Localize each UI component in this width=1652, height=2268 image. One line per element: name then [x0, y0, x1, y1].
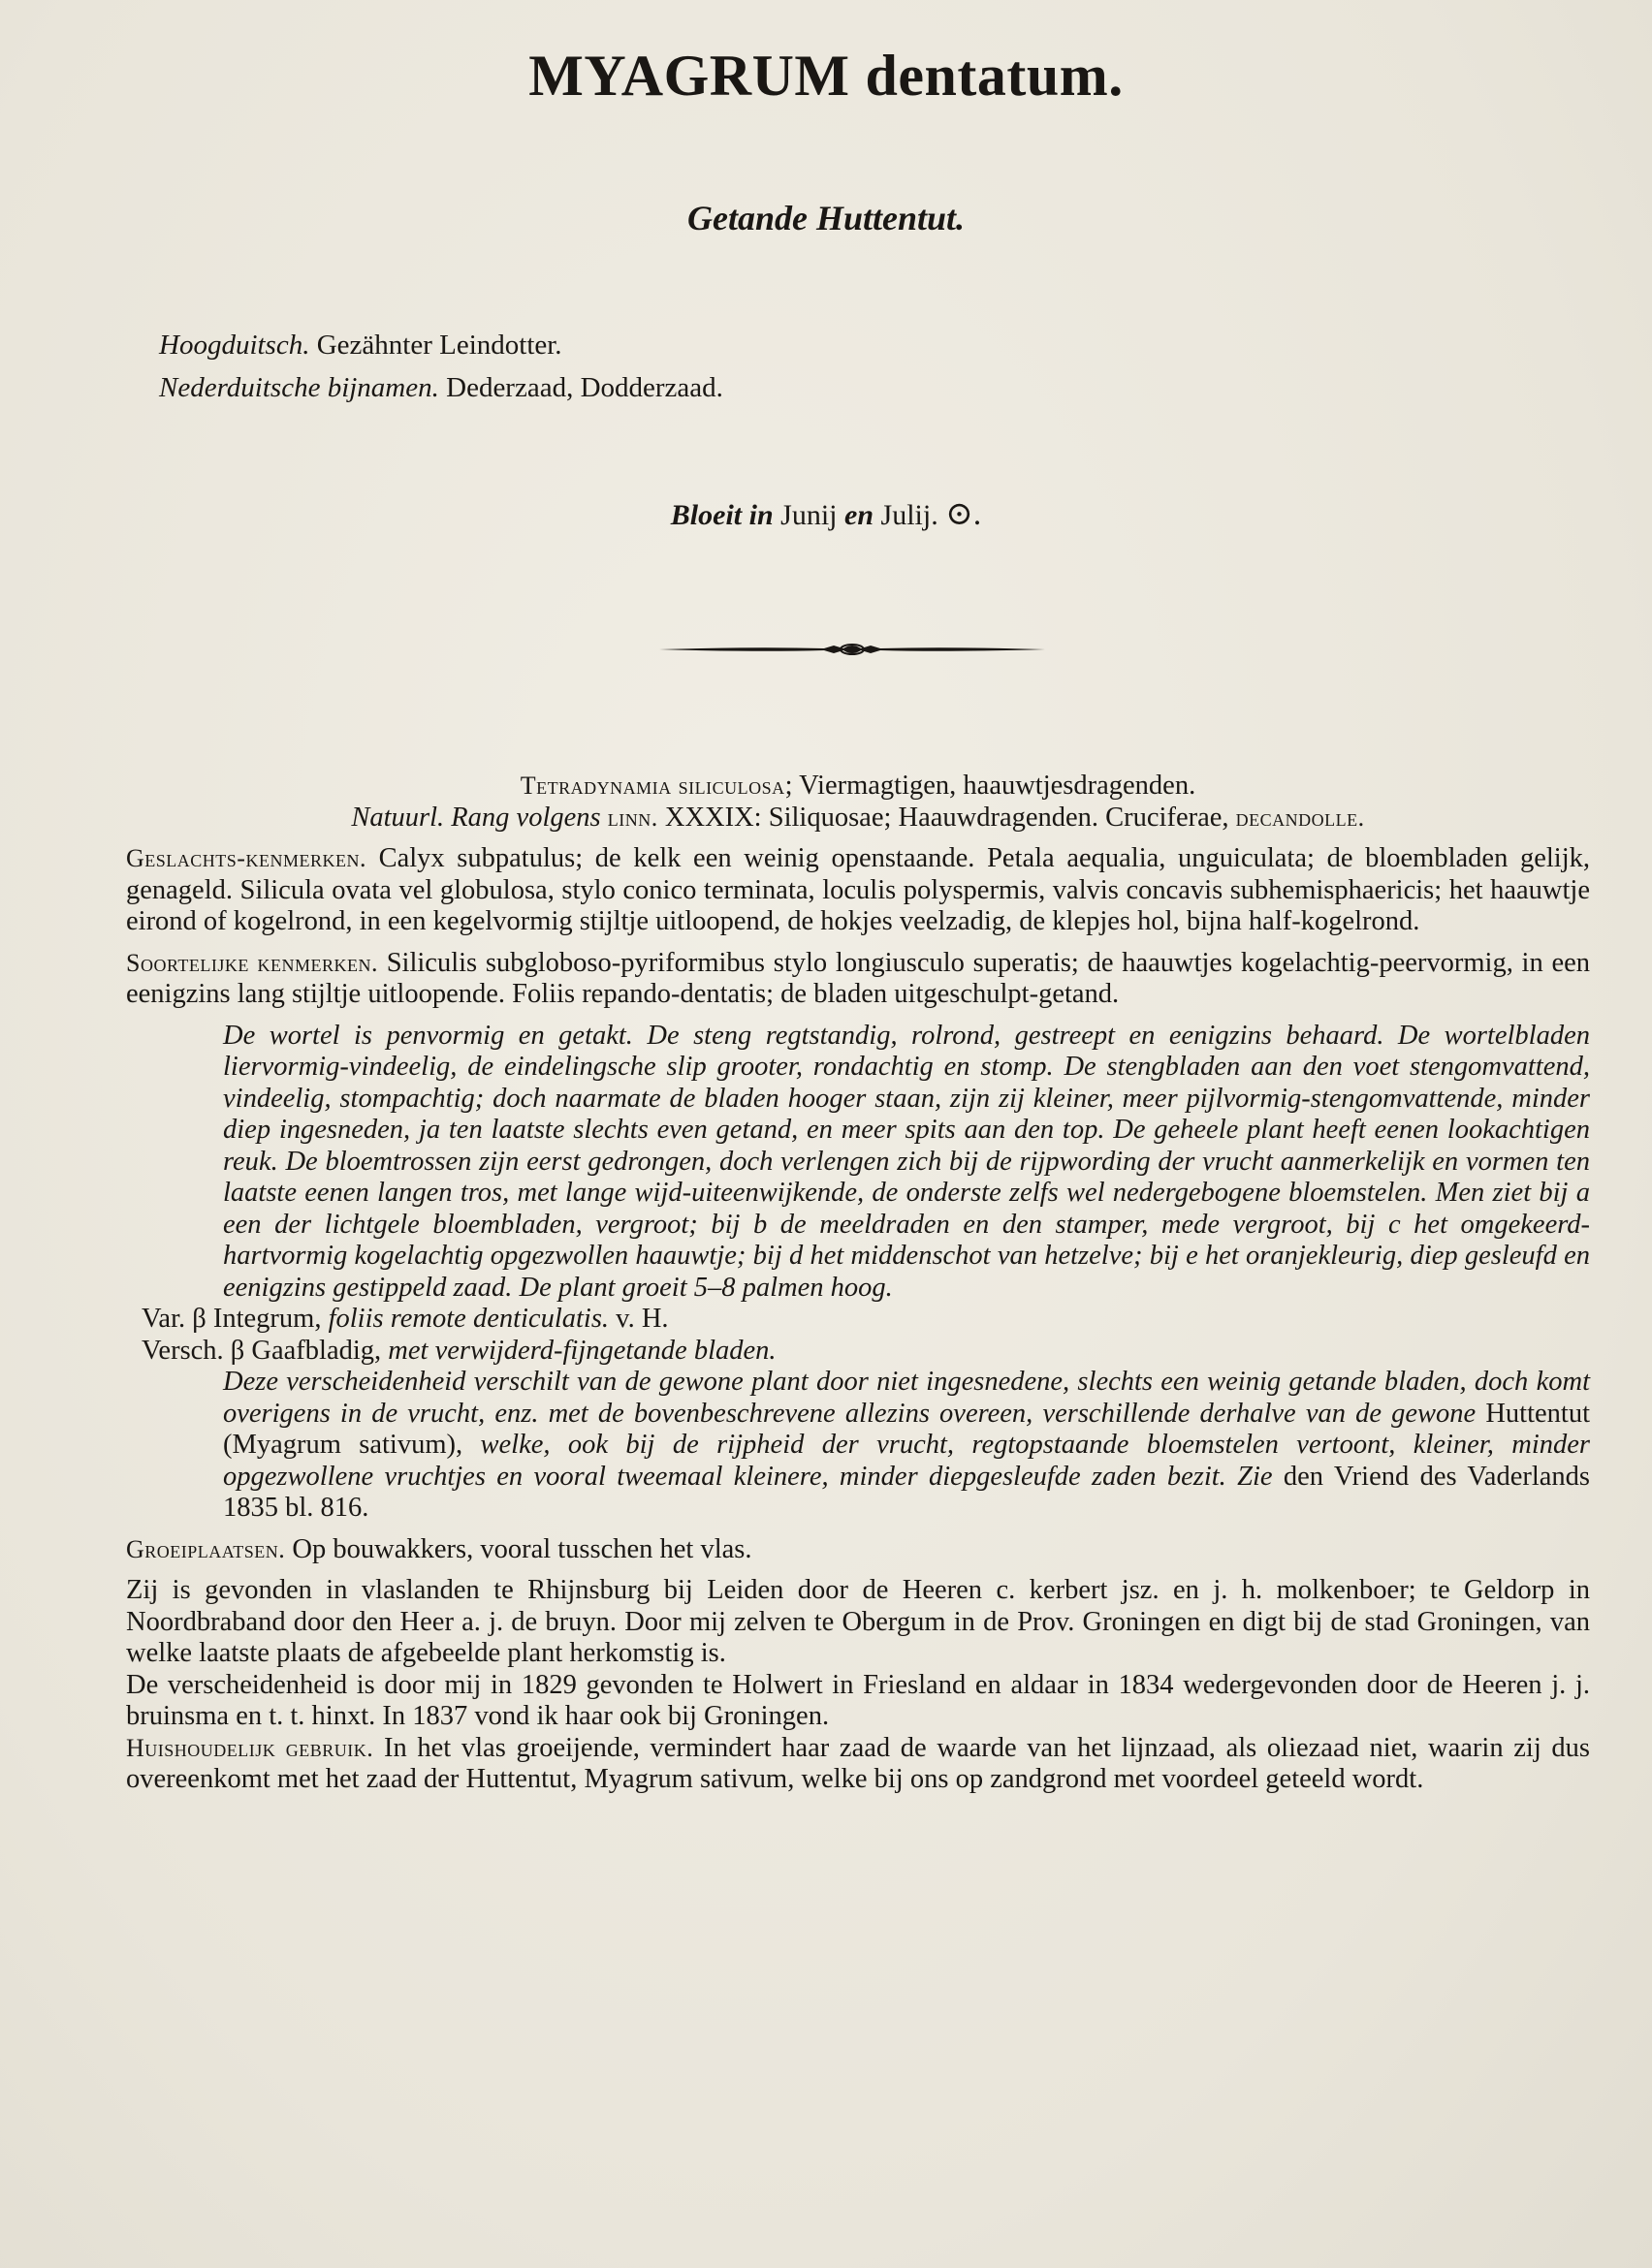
habitat [126, 1534, 1590, 1566]
bloom-period [0, 494, 1652, 533]
species-char-heading: Soortelijke kenmerken. [126, 948, 378, 977]
vardesc-4: den Vriend des Vaderlands 1835 bl. 816. [223, 1461, 1590, 1523]
decandolle: decandolle. [1235, 803, 1365, 832]
dutch-value: Dederzaad, Dodderzaad. [446, 372, 723, 403]
bloom-label: Bloeit in [670, 499, 774, 531]
variety-label: Var. β Integrum, [142, 1304, 322, 1334]
localities-1: Zij is gevonden in vlaslanden te Rhijnsburg bij Leiden door de Heeren c. kerbert jsz. en j. h. molkenboer; te Geldorp in Noordbraband door den Heer a. j. de bruyn. Door mij zelven te Obergum in de Prov. Groningen en digt bij de stad Groningen, van welke laatste plaats de afgebeelde plant herkomstig is. [126, 1575, 1590, 1668]
classification-line [126, 771, 1590, 803]
use-heading: Huishoudelijk gebruik. [126, 1733, 374, 1762]
order-label: Natuurl. Rang volgens [351, 802, 601, 833]
genus-characters [126, 843, 1590, 938]
order-rest: XXXIX: Siliquosae; Haauwdragenden. Cruciferae, [657, 802, 1236, 833]
page-title [0, 37, 1652, 114]
vardesc-2: Huttentut (Myagrum sativum), [223, 1398, 1591, 1460]
linnaeus: linn. [607, 803, 658, 832]
variety-line [126, 1304, 1590, 1336]
title-species: dentatum. [865, 44, 1124, 108]
class-rest: ; Viermagtigen, haauwtjesdragenden. [784, 771, 1196, 801]
natural-order-line [126, 803, 1590, 835]
habitat-text: Op bouwakkers, vooral tusschen het vlas. [285, 1533, 752, 1564]
genus-char-heading: Geslachts-kenmerken. [126, 844, 366, 872]
class-name: Tetradynamia siliculosa [520, 772, 785, 800]
main-text [126, 771, 1590, 1796]
habitat-heading: Groeiplaatsen. [126, 1534, 286, 1563]
localities-2: De verscheidenheid is door mij in 1829 gevonden te Holwert in Friesland en aldaar in 1834 wedergevonden door de Heeren j. j. bruinsma en t. t. hinxt. In 1837 vond ik haar ook bij Groningen. [126, 1669, 1590, 1731]
species-characters [126, 948, 1590, 1011]
bloom-month-2: Julij. [880, 499, 938, 531]
ornament-divider [659, 640, 1045, 659]
variety-description [126, 1367, 1590, 1525]
species-char-text: Siliculis subgloboso-pyriformibus stylo longiusculo superatis; de haauwtjes kogelachtig-peervormig, in een eenigzins lang stijltje uitloopende. Foliis repando-dentatis; de bladen uitgeschulpt-getand. [126, 947, 1590, 1009]
genus-char-text: Calyx subpatulus; de kelk een weinig openstaande. Petala aequalia, unguiculata; de bloembladen gelijk, genageld. Silicula ovata vel globulosa, stylo conico terminata, loculis polyspermis, valvis concavis subhemisphaericis; het haauwtje eirond of kogelrond, in een kegelvormig stijltje uitloopend, de hokjes veelzadig, de klepjes hol, bijna half-kogelrond. [126, 843, 1590, 936]
use-text: In het vlas groeijende, vermindert haar zaad de waarde van het lijnzaad, als oliezaad niet, waarin zij dus overeenkomt met het zaad der Huttentut, Myagrum sativum, welke bij ons op zandgrond met voordeel geteeld wordt. [126, 1732, 1590, 1794]
variety-latin: foliis remote denticulatis. [321, 1304, 610, 1334]
plant-description: De wortel is penvormig en getakt. De steng regtstandig, rolrond, gestreept en eenigzins behaard. De wortelbladen liervormig-vindeelig, de eindelingsche slip grooter, rondachtig en stomp. De stengbladen aan den voet stengomvattend, vindeelig, stompachtig; doch naarmate de bladen hooger staan, zijn zij kleiner, meer pijlvormig-stengomvattende, minder diep ingesneden, ja ten laatste slechts even getand, en meer spits aan den top. De geheele plant heeft eenen lookachtigen reuk. De bloemtrossen zijn eerst gedrongen, doch verlengen zich bij de rijpwording der vrucht aanmerkelijk en vormen ten laatste eenen langen tros, met lange wijd-uiteenwijkende, de onderste zelfs wel nedergebogene bloemstelen. Men ziet bij a een der lichtgele bloembladen, vergroot; bij b de meeldraden en den stamper, mede vergroot, bij c het omgekeerd-hartvormig kogelachtig opgezwollen haauwtje; bij d het middenschot van hetzelve; bij e het oranjekleurig, diep gesleufd en eenigzins gestippeld zaad. De plant groeit 5–8 palmen hoog. [223, 1020, 1590, 1303]
vardesc-3: welke, ook bij de rijpheid der vrucht, regtopstaande bloemstelen vertoont, kleiner, minder opgezwollene vruchtjes en vooral tweemaal kleinere, minder diepgesleufde zaden bezit. Zie [223, 1430, 1590, 1492]
bloom-month-1: Junij [780, 499, 838, 531]
common-name: Getande Huttentut. [686, 199, 966, 237]
annual-symbol: ⊙. [945, 496, 982, 532]
dutch-names-line [159, 366, 723, 409]
versch-line [126, 1336, 1590, 1368]
german-label: Hoogduitsch. [159, 330, 310, 361]
versch-label: Versch. β Gaafbladig, [142, 1335, 382, 1366]
versch-dutch: met verwijderd-fijngetande bladen. [381, 1335, 777, 1366]
vernacular-names [159, 324, 723, 409]
bloom-conj: en [844, 499, 874, 531]
german-name-line [159, 324, 723, 366]
variety-author: v. H. [609, 1304, 669, 1334]
dutch-label: Nederduitsche bijnamen. [159, 372, 439, 403]
household-use [126, 1733, 1590, 1796]
vardesc-1: Deze verscheidenheid verschilt van de gewone plant door niet ingesnedene, slechts een weinig getande bladen, doch komt overigens in de vrucht, enz. met de bovenbeschrevene allezins overeen, verschillende derhalve van de gewone [223, 1367, 1590, 1429]
german-value: Gezähnter Leindotter. [316, 330, 562, 361]
title-genus: MYAGRUM [528, 44, 850, 108]
